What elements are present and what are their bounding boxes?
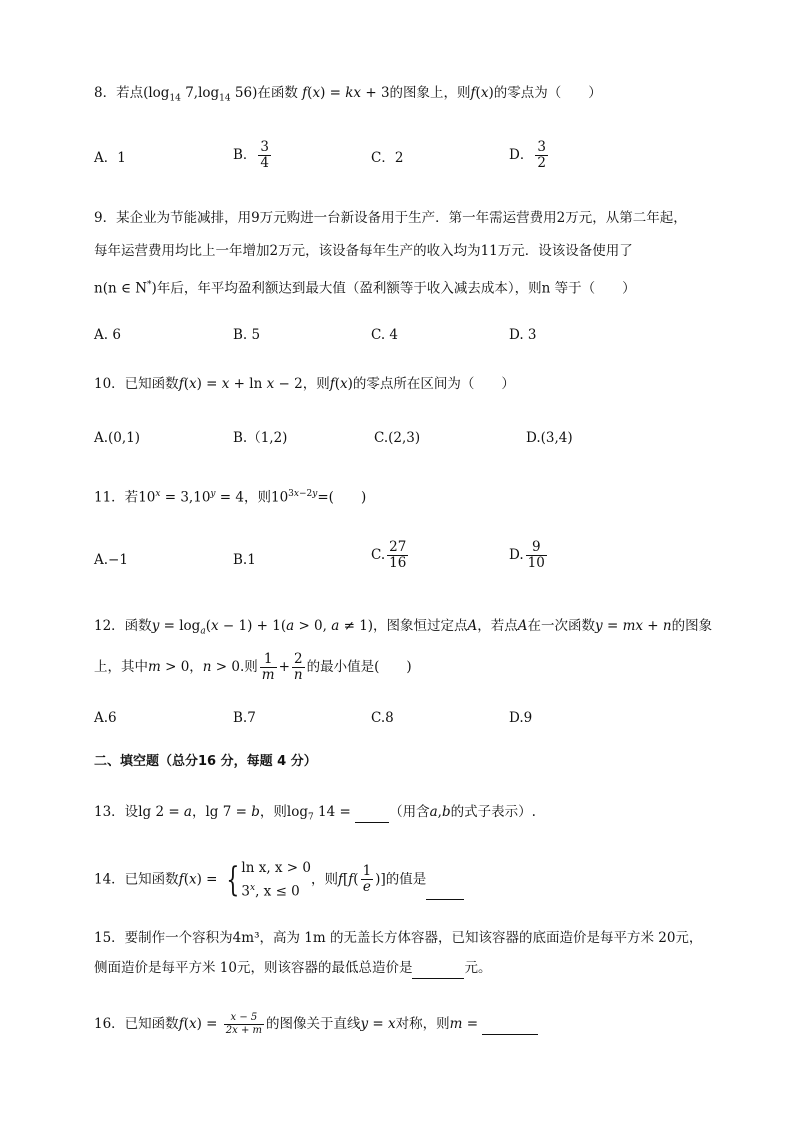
q12-frac-1-over-m: $\frac{1}{m}$ <box>261 651 275 683</box>
q11-option-b[interactable]: B.1 <box>233 552 256 568</box>
q11-d-fraction: $\frac{9}{10}$ <box>527 539 545 571</box>
question-12-line2: 上，其中m > 0，n > 0.则 $\frac{1}{m}$ + $\frac{2}{n}$ 的最小值是( ) <box>94 651 412 683</box>
q8-b-fraction: $\frac{3}{4}$ <box>260 139 270 171</box>
q12-option-b[interactable]: B.7 <box>233 710 256 726</box>
question-10-stem: 10．已知函数f(x) = x + ln x − 2，则f(x)的零点所在区间为（ ） <box>94 376 515 392</box>
question-11-stem: 11．若$10^x = 3,10^y = 4$，则$10^{3x-2y}=$( ) <box>94 489 367 506</box>
q10-option-d[interactable]: D.(3,4) <box>526 430 573 446</box>
question-8-stem: 8．若点($\log_{14}$ $7,\log_{14}$ 56)在函数 f(x) = kx + 3的图象上，则f(x)的零点为（ ） <box>94 85 602 104</box>
q10-option-b[interactable]: B.（1,2) <box>233 430 288 446</box>
q11-option-c[interactable]: C. $\frac{27}{16}$ <box>371 539 407 571</box>
question-12-line1: 12．函数$y = \log_a(x - 1) + 1(a > 0$, a ≠ 1)，图象恒过定点A，若点A在一次函数y = mx + n的图象 <box>94 618 713 637</box>
question-9-line1: 9．某企业为节能减排，用9万元购进一台新设备用于生产．第一年需运营费用2万元，从第二年起， <box>94 210 687 226</box>
question-9-line2: 每年运营费用均比上一年增加2万元，该设备每年生产的收入均为11万元．设该设备使用了 <box>94 243 633 259</box>
q8-d-fraction: $\frac{3}{2}$ <box>537 139 546 171</box>
q11-c-fraction: $\frac{27}{16}$ <box>389 539 407 571</box>
q11-option-a[interactable]: A.−1 <box>94 552 128 568</box>
q11-option-d[interactable]: D. $\frac{9}{10}$ <box>509 539 545 571</box>
q16-fraction: $\frac{x - 5}{2x + m}$ <box>225 1012 262 1036</box>
q8-option-b[interactable]: B． $\frac{3}{4}$ <box>233 139 270 171</box>
question-13-stem: 13．设lg 2 = a，lg 7 = b，则$\log_7 14$ = （用含a,b的式子表示）. <box>94 804 536 823</box>
q9-option-b[interactable]: B. 5 <box>233 327 261 343</box>
q13-answer-blank[interactable] <box>355 802 389 823</box>
q12-option-c[interactable]: C.8 <box>371 710 394 726</box>
q14-answer-blank[interactable] <box>426 859 464 900</box>
q8-option-d[interactable]: D． $\frac{3}{2}$ <box>509 139 546 171</box>
question-14-stem: 14．已知函数f(x) = { ln x, x > 0 3$^x$, x ≤ 0 ，则f[f( $\frac{1}{e}$ )]的值是 <box>94 858 464 902</box>
q9-option-a[interactable]: A. 6 <box>94 327 121 343</box>
question-15-line2: 侧面造价是每平方米 10元，则该容器的最低总造价是 元。 <box>94 958 491 979</box>
section-2-heading: 二、填空题（总分16 分，每题 4 分） <box>94 754 317 769</box>
q15-answer-blank[interactable] <box>412 958 464 979</box>
question-9-line3: n(n ∈ N*)年后，年平均盈利额达到最大值（盈利额等于收入减去成本），则n 等于（ ） <box>94 280 636 297</box>
q9-option-d[interactable]: D. 3 <box>509 327 537 343</box>
q14-piecewise: ln x, x > 0 3$^x$, x ≤ 0 <box>241 860 312 900</box>
q8-option-c[interactable]: C．2 <box>371 150 404 166</box>
q8-option-a[interactable]: A．1 <box>94 150 126 166</box>
q10-option-c[interactable]: C.(2,3) <box>374 430 421 446</box>
q16-answer-blank[interactable] <box>482 1014 538 1035</box>
q12-option-d[interactable]: D.9 <box>509 710 533 726</box>
q12-frac-2-over-n: $\frac{2}{n}$ <box>293 651 303 683</box>
q12-option-a[interactable]: A.6 <box>94 710 117 726</box>
question-15-line1: 15．要制作一个容积为4m³，高为 1m 的无盖长方体容器，已知该容器的底面造价是每平方米 20元， <box>94 930 703 946</box>
q10-option-a[interactable]: A.(0,1) <box>94 430 141 446</box>
question-16-stem: 16．已知函数f(x) = $\frac{x - 5}{2x + m}$ 的图像关于直线y = x对称，则m = <box>94 1012 538 1037</box>
q9-option-c[interactable]: C. 4 <box>371 327 399 343</box>
